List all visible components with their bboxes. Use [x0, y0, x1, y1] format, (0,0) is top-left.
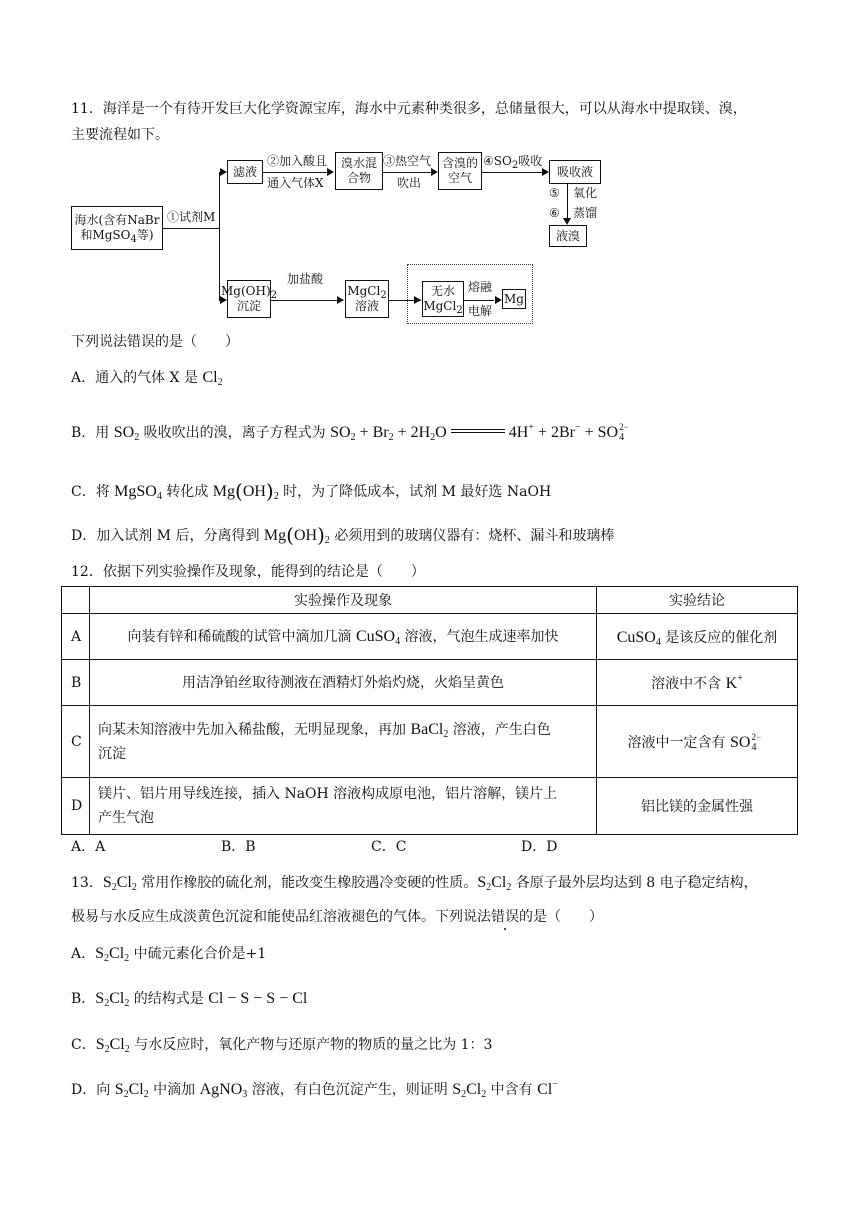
absorb-liquid-box: 吸收液 — [549, 160, 601, 184]
q11-flow-diagram — [71, 148, 791, 328]
q12-choice-a: A．A — [71, 839, 106, 855]
q13-stem-line2: 极易与水反应生成淡黄色沉淀和能使品红溶液褪色的气体。下列说法错误的是（ ） — [71, 909, 603, 925]
q13-stem-line1: 13．$S_2Cl_2$ 常用作橡胶的硫化剂，能改变生橡胶遇冷变硬的性质。$S_2Cl_2$ 各原子最外层均达到 8 电子稳定结构， — [71, 874, 758, 893]
q11-option-b: B．用 $SO_2$ 吸收吹出的溴，离子方程式为 $SO_2 + Br_2 + 2H_2O$ 4H+ + 2Br− + SO 2− 4 — [71, 422, 629, 443]
bromine-air-box: 含溴的 空气 — [438, 152, 482, 190]
header-conclusion: 实验结论 — [597, 587, 798, 614]
step5-num: ⑤ — [549, 186, 560, 200]
equation-equals-sign — [451, 429, 505, 433]
q12-choice-d: D．D — [521, 839, 558, 855]
emphasis-wrong: 错误 — [491, 909, 519, 925]
table-row: C 向某未知溶液中先加入稀盐酸，无明显现象，再加 BaCl$_2$ 溶液，产生白色 沉淀 溶液中一定含有 SO 2− 4 — [62, 706, 798, 778]
q11-question: 下列说法错误的是（ ） — [71, 334, 239, 350]
mg-box: Mg — [502, 289, 526, 309]
step4-label: $④SO_2$吸收 — [483, 154, 543, 171]
header-operation: 实验操作及现象 — [90, 587, 597, 614]
q11-option-c: C．将 MgSO$_4$ 转化成 $Mg(OH)_2$ 时，为了降低成本，试剂 M 最好选 NaOH — [71, 479, 552, 503]
q11-stem-line1: 11．海洋是一个有待开发巨大化学资源宝库，海水中元素种类很多，总储量很大，可以从海水中提取镁、溴， — [71, 101, 747, 117]
q11-option-a: A．通入的气体 X 是 $Cl_2$ — [71, 369, 223, 388]
step5-label: 氧化 — [573, 186, 598, 200]
step3-top-label: ③热空气 — [383, 154, 432, 168]
step3-bottom-label: 吹出 — [397, 176, 422, 190]
mgcl2-solution-box: MgCl$_2$ 溶液 — [345, 280, 389, 318]
filtrate-box: 滤液 — [227, 160, 263, 184]
seawater-box — [71, 206, 163, 250]
q12-choice-c: C．C — [371, 839, 407, 855]
q13-option-c: C．$S_2Cl_2$ 与水反应时，氧化产物与还原产物的物质的量之比为 1：3 — [71, 1036, 493, 1055]
step2-bottom-label: 通入气体X — [267, 176, 324, 190]
melt-label: 熔融 — [468, 280, 493, 294]
q11-option-d: D．加入试剂 M 后，分离得到 $Mg(OH)_2$ 必须用到的玻璃仪器有：烧杯、漏斗和玻璃棒 — [71, 523, 615, 547]
reagent-m-label: ①试剂M — [167, 210, 216, 224]
q12-table — [61, 586, 798, 835]
q13-option-d: D．向 $S_2Cl_2$ 中滴加 AgNO$_3$ 溶液，有白色沉淀产生，则证明 $S_2Cl_2$ 中含有 Cl− — [71, 1079, 558, 1100]
anhydrous-mgcl2-box: 无水 MgCl$_2$ — [422, 281, 464, 317]
table-row: B 用洁净铂丝取待测液在酒精灯外焰灼烧，火焰呈黄色 溶液中不含 K+ — [62, 660, 798, 706]
step6-label: 蒸馏 — [573, 206, 598, 220]
seawater-line2: 和MgSO$_4$等) — [80, 228, 154, 245]
electrolysis-label: 电解 — [468, 304, 493, 318]
seawater-line1: 海水(含有NaBr — [74, 213, 160, 227]
table-row: D 镁片、铝片用导线连接，插入 NaOH 溶液构成原电池，铝片溶解，镁片上 产生气泡 铝比镁的金属性强 — [62, 778, 798, 835]
q13-option-a: A．$S_2Cl_2$ 中硫元素化合价是+1 — [71, 945, 267, 964]
hcl-label: 加盐酸 — [287, 272, 324, 286]
bromine-mixture-box: 溴水混 合物 — [335, 152, 383, 190]
q12-choice-b: B．B — [221, 839, 256, 855]
mg-hydroxide-box: $Mg(OH)_2$ 沉淀 — [227, 280, 271, 318]
step2-top-label: ②加入酸且 — [267, 154, 328, 168]
table-header-row — [62, 587, 798, 614]
liquid-bromine-box: 液溴 — [549, 225, 587, 247]
step6-num: ⑥ — [549, 206, 560, 220]
table-row: A 向装有锌和稀硫酸的试管中滴加几滴 CuSO$_4$ 溶液，气泡生成速率加快 CuSO$_4$ 是该反应的催化剂 — [62, 614, 798, 660]
q12-stem: 12．依据下列实验操作及现象，能得到的结论是（ ） — [71, 564, 425, 580]
q13-option-b: B．$S_2Cl_2$ 的结构式是 Cl − S − S − Cl — [71, 990, 308, 1009]
q11-stem-line2: 主要流程如下。 — [71, 127, 169, 143]
